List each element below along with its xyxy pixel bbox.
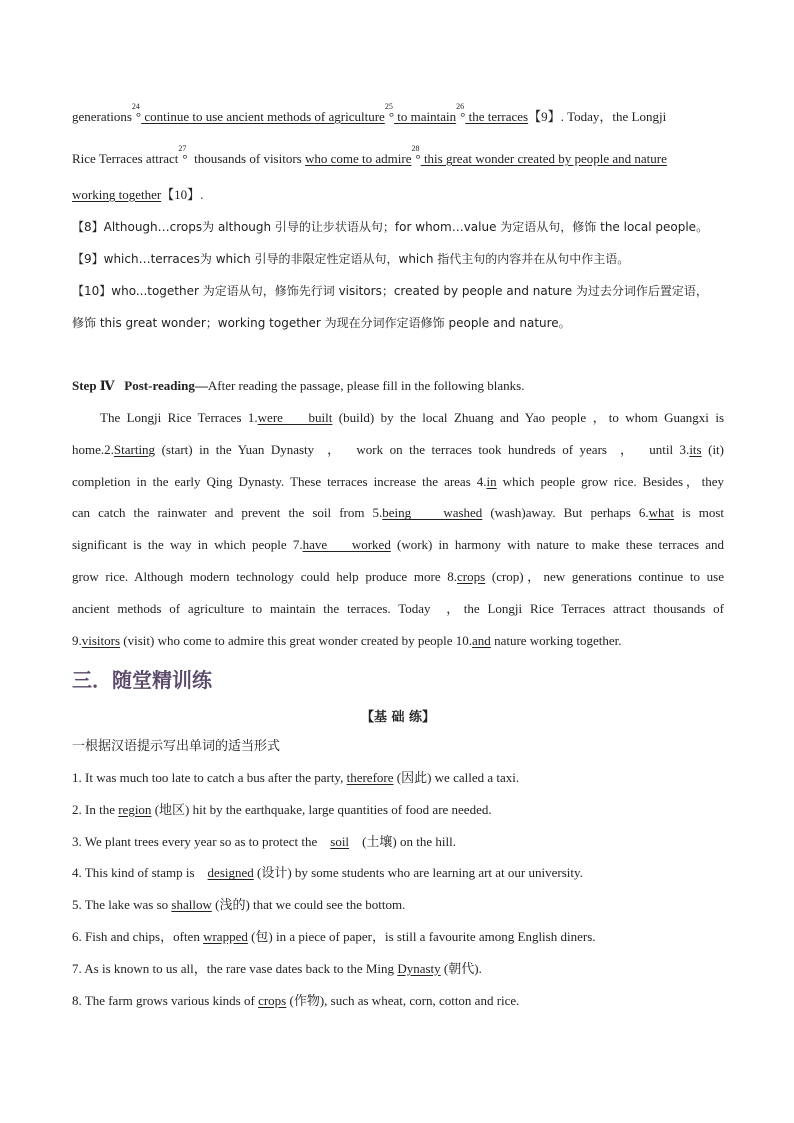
answer-blank: crops — [258, 992, 287, 1008]
exercise-item — [72, 801, 492, 819]
exercise-item — [72, 928, 596, 946]
answer-blank: being washed — [382, 505, 483, 521]
line-text: (设计) by some students who are learning art at our university. — [253, 865, 583, 881]
line-text: (包) in a piece of paper，is still a favourite among English diners. — [247, 929, 596, 944]
line-text: (作物), such as wheat, corn, cotton and rice. — [286, 992, 520, 1008]
exercise-heading: 一根据汉语提示写出单词的适当形式 — [72, 739, 281, 754]
answer-blank: therefore — [346, 770, 394, 785]
exercise-item — [72, 769, 519, 787]
line-text: home.2. — [72, 441, 114, 457]
answer-blank: Starting — [113, 441, 156, 457]
exercise-item — [72, 992, 519, 1010]
passage-text: thousands of visitors — [187, 151, 305, 166]
cloze-line — [72, 632, 622, 650]
answer-blank: were built — [257, 410, 333, 425]
answer-blank: continue to use ancient methods of agriculture — [141, 109, 385, 124]
step-heading — [72, 377, 524, 395]
exercise-item — [72, 833, 456, 851]
blank-number: 27 — [178, 144, 187, 153]
line-text: (build) by the local Zhuang and Yao people ，to whom Guangxi is — [332, 410, 724, 425]
exercise-item — [72, 864, 583, 882]
cloze-line — [72, 536, 724, 554]
answer-blank: and — [472, 632, 491, 648]
grammar-note-10-cont: 修饰 this great wonder；working together 为现在分词作定语修饰 people and nature。 — [72, 316, 571, 330]
answer-blank: region — [118, 801, 152, 817]
cloze-line — [72, 441, 724, 459]
grammar-note-9: 【9】which…terraces为 which 引导的非限定性定语从句，which 指代主句的内容并在从句中作主语。 — [72, 252, 630, 266]
passage-text: generations — [72, 109, 132, 124]
answer-blank: in — [486, 473, 497, 489]
line-text: (it) — [701, 441, 724, 457]
line-text: (浅的) that we could see the bottom. — [211, 897, 406, 913]
line-text: 3. We plant trees every year so as to protect the — [72, 833, 331, 849]
blank-number: 26 — [456, 102, 465, 111]
answer-blank: soil — [330, 833, 350, 849]
line-text: ancient methods of agriculture to maintain the terraces. Today ，the Longji Rice Terraces attract thousands of — [72, 600, 724, 616]
step-label: Step Ⅳ Post-reading — [72, 378, 195, 393]
line-text: completion in the early Qing Dynasty. These terraces increase the areas 4. — [72, 473, 487, 489]
answer-blank: what — [648, 505, 674, 521]
line-text: 1. It was much too late to catch a bus after the party, — [72, 770, 347, 785]
step-instruction: After reading the passage, please fill in the following blanks. — [207, 378, 525, 393]
line-text: (crop)，new generations continue to use — [485, 569, 724, 584]
step-dash: — — [194, 378, 208, 393]
answer-blank: designed — [207, 865, 254, 881]
grammar-note-10: 【10】who...together 为定语从句，修饰先行词 visitors；created by people and nature 为过去分词作后置定语， — [72, 284, 708, 298]
blank-number: 24 — [131, 102, 140, 111]
line-text: 8. The farm grows various kinds of — [72, 992, 259, 1008]
answer-blank: crops — [457, 569, 486, 584]
section-title: 三．随堂精训练 — [72, 668, 212, 692]
line-text: nature working together. — [490, 632, 622, 648]
line-text: (wash)away. But perhaps 6. — [482, 505, 649, 521]
line-text: (因此) we called a taxi. — [393, 770, 520, 785]
cloze-line — [72, 409, 724, 427]
grammar-note-8: 【8】Although…crops为 although 引导的让步状语从句；for whom…value 为定语从句，修饰 the local people。 — [72, 220, 709, 234]
line-text: 7. As is known to us all，the rare vase dates back to the Ming — [72, 960, 398, 976]
blank-number: 28 — [411, 144, 420, 153]
answer-blank: Dynasty — [397, 960, 441, 976]
answer-blank: have worked — [302, 537, 391, 553]
line-text: The Longji Rice Terraces 1. — [100, 410, 258, 425]
line-text: grow rice. Although modern technology could help produce more 8. — [72, 569, 458, 584]
line-text: is most — [673, 505, 724, 521]
line-text: (start) in the Yuan Dynasty ， work on the terraces took hundreds of years ， until 3. — [155, 441, 690, 457]
passage-text: 【10】. — [161, 187, 204, 202]
cloze-line — [72, 504, 724, 522]
answer-blank: the terraces — [465, 109, 529, 124]
line-text: (朝代). — [440, 960, 482, 976]
line-text: (work) in harmony with nature to make these terraces and — [390, 537, 725, 553]
line-text: which people grow rice. Besides，they — [496, 473, 724, 489]
blank-number: 25 — [384, 102, 393, 111]
line-text: can catch the rainwater and prevent the soil from 5. — [72, 505, 383, 521]
line-text: 6. Fish and chips，often — [72, 929, 204, 944]
answer-blank: wrapped — [203, 929, 248, 944]
cloze-line — [72, 568, 724, 586]
answer-blank: shallow — [171, 897, 212, 913]
line-text: (土壤) on the hill. — [349, 833, 456, 849]
answer-blank: to maintain — [394, 109, 457, 124]
line-text: 5. The lake was so — [72, 897, 172, 913]
answer-underline: working together — [72, 187, 162, 202]
passage-line-2: Rice Terraces attract$^{27}$° thousands of visitors who come to admire$^{28}$° this great wonder created by people and nature — [72, 144, 667, 166]
passage-text: 【9】. Today，the Longji — [528, 109, 667, 124]
line-text: (地区) hit by the earthquake, large quantities of food are needed. — [151, 801, 492, 817]
line-text: significant is the way in which people 7. — [72, 537, 303, 553]
line-text: (visit) who come to admire this great wonder created by people 10. — [120, 632, 473, 648]
passage-line-3 — [72, 186, 203, 204]
answer-underline: who come to admire — [304, 151, 412, 166]
line-text: 4. This kind of stamp is — [72, 865, 208, 881]
answer-blank: visitors — [81, 632, 121, 648]
cloze-line — [72, 600, 724, 618]
exercise-item — [72, 896, 405, 914]
answer-underline: this great wonder created by people and nature — [420, 151, 667, 166]
line-text: 9. — [72, 632, 82, 648]
passage-text: Rice Terraces attract — [72, 151, 179, 166]
subsection-title: 【基 础 练】 — [360, 710, 436, 725]
passage-line-1: generations$^{24}$° continue to use ancient methods of agriculture$^{25}$° to maintain$^{26}$° the terraces【9】. Today，the Longji — [72, 102, 667, 124]
answer-blank: its — [689, 441, 702, 457]
line-text: 2. In the — [72, 801, 119, 817]
exercise-item — [72, 960, 482, 978]
cloze-line — [72, 473, 724, 491]
